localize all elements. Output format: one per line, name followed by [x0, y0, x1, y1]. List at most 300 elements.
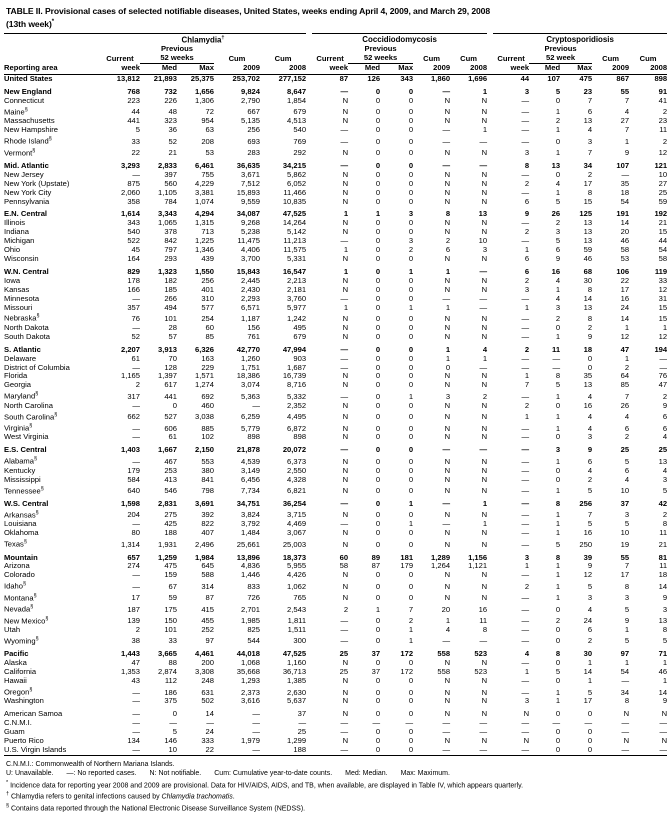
footnote-cnmi: C.N.M.I.: Commonwealth of Northern Mariana Islands.: [6, 760, 175, 768]
chlamydia-cum-2008-cell: —: [298, 718, 307, 728]
cocci-cum-2008-cell: 8: [482, 625, 488, 635]
chlamydia-max-cell: 954: [201, 116, 214, 126]
table-row: [4, 324, 667, 333]
crypto-cum-2009-cell: 3: [624, 510, 630, 520]
table-row: [4, 219, 667, 228]
chlamydia-med-cell: 146: [164, 736, 177, 746]
crypto-current-week-cell: N: [523, 736, 530, 746]
crypto-cum-2008-cell: 27: [658, 178, 667, 188]
chlamydia-cum-2009-cell: 34,087: [236, 209, 260, 219]
cocci-cum-2009-cell: N: [444, 331, 451, 341]
crypto-cum-2009-cell: 2: [624, 432, 630, 442]
cocci-current-week-cell: 60: [339, 552, 349, 562]
cocci-current-week-cell: N: [342, 528, 349, 538]
chlamydia-med-cell: 150: [164, 616, 177, 626]
crypto-med-cell: 0: [555, 744, 561, 754]
cocci-current-week-cell: —: [340, 727, 349, 737]
crypto-cum-2008-cell: 15: [658, 227, 667, 237]
cocci-cum-2009-cell: N: [444, 539, 451, 549]
reporting-area-cell: Illinois: [4, 218, 26, 228]
chlamydia-cum-2008-cell: 4,328: [287, 474, 307, 484]
cum-label-chlamydia-2009: Cum: [228, 53, 246, 63]
chlamydia-current-week-cell: 33: [131, 136, 140, 146]
table-row: [4, 106, 667, 117]
crypto-cum-2008-cell: 42: [658, 498, 667, 508]
reporting-area-cell: United States: [4, 74, 53, 84]
cocci-cum-2008-cell: 523: [474, 649, 488, 659]
crypto-cum-2009-cell: 107: [616, 160, 630, 170]
chlamydia-max-cell: 401: [201, 284, 214, 294]
crypto-current-week-cell: 3: [524, 284, 530, 294]
crypto-cum-2009-cell: —: [621, 676, 630, 686]
cocci-max-cell: 0: [408, 696, 414, 706]
weeks-label-chlamydia: 52 weeks: [140, 54, 214, 63]
cocci-med-cell: 0: [375, 353, 381, 363]
crypto-max-cell: 24: [583, 616, 593, 626]
crypto-max-cell: 59: [583, 245, 593, 255]
cocci-current-week-cell: N: [342, 687, 349, 697]
chlamydia-max-cell: 72: [205, 107, 214, 117]
group-header-chlamydia: Chlamydia†: [100, 33, 306, 45]
reporting-area-cell: Guam: [4, 727, 25, 737]
cocci-cum-2008-cell: N: [481, 148, 488, 158]
chlamydia-max-cell: 6,461: [194, 160, 214, 170]
chlamydia-cum-2009-cell: 5,238: [240, 227, 260, 237]
current-label-cocci: Current: [316, 53, 344, 63]
crypto-cum-2009-cell: 5: [624, 519, 630, 529]
reporting-area-cell: Connecticut: [4, 95, 45, 105]
chlamydia-current-week-cell: —: [132, 718, 140, 728]
table-row: [4, 529, 667, 538]
chlamydia-max-cell: 24: [205, 727, 214, 737]
cocci-cum-2009-cell: N: [444, 709, 451, 719]
chlamydia-med-cell: 3,665: [157, 649, 177, 659]
crypto-max-cell: 34: [583, 160, 593, 170]
crypto-max-cell: 13: [583, 302, 593, 312]
crypto-cum-2009-cell: 58: [620, 245, 630, 255]
cocci-med-cell: 0: [375, 465, 381, 475]
crypto-current-week-cell: —: [521, 519, 530, 529]
cocci-med-cell: 0: [375, 581, 381, 591]
cocci-max-cell: 0: [408, 160, 414, 170]
cocci-med-cell: 0: [375, 616, 381, 626]
chlamydia-med-cell: 546: [164, 486, 177, 496]
table-row: [4, 75, 667, 84]
cocci-max-cell: 0: [408, 465, 414, 475]
chlamydia-cum-2008-cell: 11,466: [283, 187, 307, 197]
cocci-max-cell: 1: [408, 391, 414, 401]
cocci-current-week-cell: N: [342, 331, 349, 341]
crypto-max-cell: 5: [587, 486, 593, 496]
crypto-med-cell: 11: [552, 344, 561, 354]
crypto-cum-2009-cell: 4: [624, 412, 630, 422]
chlamydia-max-cell: 553: [201, 456, 214, 466]
cocci-current-week-cell: N: [342, 696, 349, 706]
cocci-current-week-cell: N: [342, 380, 349, 390]
chlamydia-cum-2009-cell: 1,068: [240, 658, 260, 668]
cocci-current-week-cell: —: [340, 125, 349, 135]
chlamydia-med-cell: 5: [172, 727, 177, 737]
cocci-current-week-cell: —: [340, 519, 349, 529]
cocci-cum-2009-cell: 1: [445, 344, 451, 354]
crypto-cum-2008-cell: —: [659, 353, 667, 363]
cocci-med-cell: 0: [375, 236, 381, 246]
crypto-current-week-cell: —: [521, 116, 530, 126]
row-footnote-marker: §: [33, 456, 37, 463]
cocci-current-week-cell: —: [340, 362, 349, 372]
crypto-cum-2008-cell: —: [659, 727, 667, 737]
chlamydia-cum-2009-cell: 544: [247, 636, 260, 646]
crypto-cum-2009-cell: 1: [624, 322, 630, 332]
reporting-area-cell: Arkansas§: [4, 509, 39, 520]
crypto-cum-2008-cell: 41: [658, 95, 667, 105]
legend-unavailable: U: Unavailable.: [6, 770, 54, 778]
chlamydia-cum-2009-cell: 726: [247, 593, 260, 603]
cocci-med-cell: 0: [375, 362, 381, 372]
chlamydia-current-week-cell: 45: [131, 245, 140, 255]
chlamydia-med-cell: 842: [164, 236, 177, 246]
chlamydia-cum-2008-cell: 769: [293, 136, 307, 146]
crypto-med-cell: —: [552, 353, 561, 363]
chlamydia-med-cell: 378: [164, 227, 177, 237]
table-row: [4, 509, 667, 520]
chlamydia-med-cell: 527: [164, 412, 177, 422]
cocci-cum-2008-cell: 4: [482, 344, 488, 354]
reporting-area-cell: Michigan: [4, 236, 35, 246]
crypto-current-week-cell: —: [521, 353, 530, 363]
crypto-current-week-cell: 2: [524, 275, 530, 285]
chlamydia-max-cell: 256: [201, 275, 214, 285]
cocci-cum-2008-cell: N: [481, 465, 488, 475]
crypto-cum-2009-cell: 64: [620, 371, 630, 381]
reporting-area-cell: Wisconsin: [4, 254, 39, 264]
cocci-current-week-cell: —: [340, 625, 349, 635]
cocci-med-cell: 0: [375, 423, 381, 433]
chlamydia-med-cell: 2,874: [157, 667, 177, 677]
cocci-current-week-cell: N: [342, 658, 349, 668]
cocci-current-week-cell: 58: [339, 561, 349, 571]
crypto-current-week-cell: 2: [524, 581, 530, 591]
chlamydia-med-cell: 112: [164, 676, 177, 686]
cocci-cum-2008-cell: N: [481, 736, 488, 746]
cocci-current-week-cell: —: [340, 616, 349, 626]
cocci-med-cell: 0: [375, 196, 381, 206]
crypto-med-cell: 0: [555, 604, 561, 614]
crypto-current-week-cell: 2: [524, 400, 530, 410]
crypto-current-week-cell: 2: [524, 227, 530, 237]
table-row: [4, 147, 667, 158]
table-row: [4, 659, 667, 668]
chlamydia-cum-2009-cell: 761: [247, 331, 260, 341]
cocci-max-cell: 181: [400, 552, 414, 562]
cocci-current-week-cell: N: [342, 313, 349, 323]
cocci-cum-2008-cell: —: [479, 727, 488, 737]
cocci-cum-2009-cell: —: [442, 636, 451, 646]
table-row: [4, 246, 667, 255]
reporting-area-cell: Kentucky: [4, 465, 36, 475]
crypto-med-cell: 1: [555, 284, 561, 294]
reporting-area-cell: Idaho§: [4, 581, 27, 591]
reporting-area-cell: Nevada§: [4, 604, 34, 614]
chlamydia-cum-2008-cell: 11,575: [283, 245, 307, 255]
crypto-cum-2008-cell: 31: [658, 293, 667, 303]
table-row: [4, 333, 667, 342]
chlamydia-cum-2009-cell: 7,512: [240, 178, 260, 188]
chlamydia-max-cell: 392: [201, 510, 214, 520]
chlamydia-current-week-cell: 584: [127, 474, 140, 484]
cocci-cum-2008-cell: N: [481, 696, 488, 706]
chlamydia-cum-2008-cell: 3,760: [287, 293, 307, 303]
chlamydia-cum-2009-cell: 2,445: [240, 275, 260, 285]
reporting-area-cell: Delaware: [4, 353, 37, 363]
chlamydia-current-week-cell: 187: [127, 604, 140, 614]
chlamydia-med-cell: 3,913: [157, 344, 177, 354]
crypto-cum-2008-cell: 2: [662, 107, 667, 117]
crypto-cum-2009-cell: 191: [616, 209, 630, 219]
crypto-current-week-cell: N: [523, 709, 530, 719]
cocci-cum-2009-cell: N: [444, 254, 451, 264]
crypto-cum-2008-cell: 898: [654, 74, 667, 84]
chlamydia-med-cell: 1,065: [157, 218, 177, 228]
chlamydia-current-week-cell: —: [132, 744, 140, 754]
table-row: [4, 364, 667, 373]
previous-label-cocci: Previous: [364, 44, 397, 54]
cocci-cum-2009-cell: N: [444, 736, 451, 746]
cocci-cum-2009-cell: N: [444, 696, 451, 706]
table-row: [4, 538, 667, 549]
chlamydia-cum-2008-cell: 6,872: [287, 423, 307, 433]
crypto-med-cell: 4: [555, 293, 561, 303]
chlamydia-max-cell: 439: [201, 254, 214, 264]
crypto-med-cell: —: [552, 718, 561, 728]
cocci-max-cell: 0: [408, 187, 414, 197]
cum-label-crypto-2009: Cum: [602, 53, 620, 63]
crypto-current-week-cell: —: [521, 456, 530, 466]
cocci-cum-2009-cell: 20: [441, 604, 451, 614]
chlamydia-current-week-cell: —: [132, 709, 140, 719]
cocci-max-cell: 0: [408, 486, 414, 496]
chlamydia-current-week-cell: 1,443: [120, 649, 140, 659]
crypto-cum-2008-cell: 33: [658, 275, 667, 285]
crypto-max-cell: 9: [587, 331, 593, 341]
cocci-current-week-cell: —: [340, 136, 349, 146]
footnote-section-marker: §: [6, 803, 9, 810]
cocci-cum-2008-cell: N: [481, 322, 488, 332]
crypto-med-cell: 1: [555, 148, 561, 158]
row-footnote-marker: §: [48, 136, 52, 143]
chlamydia-max-cell: 841: [201, 474, 214, 484]
crypto-max-cell: 0: [587, 727, 593, 737]
chlamydia-footnote-marker: †: [221, 34, 225, 41]
crypto-cum-2009-cell: 8: [624, 581, 630, 591]
crypto-current-week-cell: 3: [524, 148, 530, 158]
crypto-max-cell: 13: [583, 218, 593, 228]
crypto-cum-2008-cell: 13: [658, 616, 667, 626]
chlamydia-med-cell: 3,343: [157, 209, 177, 219]
reporting-area-cell: Georgia: [4, 380, 32, 390]
cocci-med-cell: 0: [375, 696, 381, 706]
chlamydia-cum-2009-cell: 2,430: [240, 284, 260, 294]
chlamydia-max-cell: 460: [201, 400, 214, 410]
cocci-current-week-cell: N: [342, 423, 349, 433]
chlamydia-med-cell: 175: [164, 604, 177, 614]
reporting-area-cell: Oklahoma: [4, 528, 39, 538]
reporting-area-cell: California: [4, 667, 37, 677]
table-row: [4, 312, 667, 323]
crypto-cum-2009-cell: 6: [624, 465, 630, 475]
cocci-med-cell: 1: [375, 604, 381, 614]
crypto-cum-2008-cell: —: [659, 362, 667, 372]
crypto-max-cell: 0: [587, 709, 593, 719]
crypto-cum-2009-cell: —: [621, 727, 630, 737]
year-header-crypto-2009: 2009: [612, 63, 630, 73]
chlamydia-med-cell: 185: [164, 284, 177, 294]
reporting-area-cell: Alabama§: [4, 456, 37, 466]
crypto-current-week-cell: —: [521, 625, 530, 635]
chlamydia-max-cell: 4,229: [194, 178, 214, 188]
crypto-cum-2008-cell: 54: [658, 245, 667, 255]
crypto-cum-2008-cell: 2: [662, 391, 667, 401]
chlamydia-cum-2009-cell: 6,456: [240, 474, 260, 484]
chlamydia-cum-2008-cell: 5,977: [287, 302, 307, 312]
chlamydia-cum-2008-cell: 18,373: [282, 552, 307, 562]
chlamydia-current-week-cell: 1,353: [120, 667, 140, 677]
cocci-cum-2009-cell: N: [444, 178, 451, 188]
cocci-cum-2008-cell: N: [481, 400, 488, 410]
chlamydia-cum-2009-cell: 36,635: [236, 160, 260, 170]
crypto-max-cell: 5: [587, 519, 593, 529]
chlamydia-max-cell: 1,306: [194, 95, 214, 105]
year-header-cocci-2008: 2008: [470, 63, 488, 73]
cocci-current-week-cell: N: [342, 227, 349, 237]
chlamydia-current-week-cell: 662: [127, 412, 140, 422]
notifiable-diseases-table: [4, 33, 667, 758]
chlamydia-current-week-cell: —: [132, 322, 140, 332]
reporting-area-cell: New York (Upstate): [4, 178, 70, 188]
crypto-cum-2008-cell: 6: [662, 412, 667, 422]
crypto-med-cell: 8: [555, 552, 561, 562]
cocci-current-week-cell: N: [342, 218, 349, 228]
legend-cum: Cum: Cumulative year-to-date counts.: [214, 770, 333, 778]
cocci-cum-2009-cell: N: [444, 116, 451, 126]
chlamydia-cum-2008-cell: 5,331: [287, 254, 307, 264]
reporting-area-cell: Rhode Island§: [4, 136, 52, 146]
table-row: [4, 411, 667, 422]
chlamydia-max-cell: 1,346: [194, 245, 214, 255]
chlamydia-cum-2008-cell: 25: [297, 727, 307, 737]
cocci-cum-2008-cell: —: [479, 636, 488, 646]
crypto-current-week-cell: 1: [524, 245, 530, 255]
crypto-current-week-cell: —: [521, 218, 530, 228]
cocci-cum-2008-cell: N: [481, 486, 488, 496]
chlamydia-max-cell: 407: [201, 528, 214, 538]
cocci-cum-2009-cell: N: [444, 486, 451, 496]
title-line-1: TABLE II. Provisional cases of selected notifiable diseases, United States, weeks ending April 4, 2009, and March 29, 2008: [6, 6, 491, 16]
cocci-med-cell: 37: [371, 649, 381, 659]
cocci-cum-2009-cell: 3: [445, 391, 451, 401]
cocci-current-week-cell: N: [342, 465, 349, 475]
chlamydia-current-week-cell: —: [132, 432, 140, 442]
cocci-med-cell: 0: [375, 445, 381, 455]
crypto-cum-2008-cell: 4: [662, 432, 667, 442]
crypto-current-week-cell: —: [521, 510, 530, 520]
crypto-cum-2009-cell: 53: [620, 254, 630, 264]
crypto-med-cell: 9: [555, 254, 561, 264]
chlamydia-cum-2009-cell: 15,893: [236, 187, 260, 197]
crypto-current-week-cell: 7: [524, 380, 530, 390]
cocci-med-cell: 0: [375, 456, 381, 466]
cocci-max-cell: 0: [408, 344, 414, 354]
reporting-area-cell: Florida: [4, 371, 28, 381]
table-row: [4, 476, 667, 485]
cocci-med-cell: 0: [375, 676, 381, 686]
cocci-max-cell: 1: [408, 636, 414, 646]
chlamydia-cum-2008-cell: 679: [293, 107, 307, 117]
cocci-cum-2009-cell: —: [442, 519, 451, 529]
crypto-current-week-cell: —: [521, 125, 530, 135]
reporting-area-cell: Hawaii: [4, 676, 27, 686]
chlamydia-cum-2009-cell: 3,824: [240, 510, 260, 520]
chlamydia-max-cell: 63: [205, 125, 214, 135]
table-row: [4, 719, 667, 728]
chlamydia-cum-2008-cell: 6,052: [287, 178, 307, 188]
crypto-max-cell: 0: [587, 362, 593, 372]
chlamydia-cum-2009-cell: 4,836: [240, 561, 260, 571]
chlamydia-current-week-cell: 2: [135, 625, 140, 635]
chlamydia-current-week-cell: 1,314: [120, 539, 140, 549]
crypto-cum-2009-cell: —: [621, 744, 630, 754]
chlamydia-med-cell: 467: [164, 456, 177, 466]
chlamydia-med-cell: 182: [164, 275, 177, 285]
chlamydia-max-cell: 455: [201, 616, 214, 626]
crypto-cum-2008-cell: 8: [662, 625, 667, 635]
cocci-max-cell: 0: [408, 432, 414, 442]
crypto-cum-2008-cell: 11: [659, 528, 667, 538]
cocci-max-cell: 0: [408, 293, 414, 303]
chlamydia-med-cell: 797: [164, 245, 177, 255]
cocci-max-cell: 0: [408, 275, 414, 285]
chlamydia-max-cell: 87: [205, 593, 214, 603]
chlamydia-max-cell: 4,294: [194, 209, 214, 219]
crypto-max-cell: 4: [587, 412, 593, 422]
crypto-cum-2009-cell: 25: [620, 445, 630, 455]
crypto-cum-2008-cell: 14: [658, 687, 667, 697]
crypto-current-week-cell: —: [521, 718, 530, 728]
crypto-med-cell: 5: [555, 380, 561, 390]
crypto-current-week-cell: 4: [524, 649, 530, 659]
chlamydia-cum-2009-cell: 35,668: [236, 667, 260, 677]
cocci-cum-2009-cell: N: [444, 510, 451, 520]
row-footnote-marker: §: [29, 423, 33, 430]
crypto-max-cell: 16: [583, 400, 593, 410]
chlamydia-current-week-cell: 61: [131, 353, 140, 363]
chlamydia-cum-2008-cell: 36,254: [282, 498, 307, 508]
chlamydia-cum-2008-cell: 540: [293, 125, 307, 135]
cocci-med-cell: 0: [375, 344, 381, 354]
cocci-cum-2009-cell: N: [444, 412, 451, 422]
cocci-med-cell: 0: [375, 736, 381, 746]
cocci-cum-2008-cell: N: [481, 510, 488, 520]
crypto-med-cell: 8: [555, 371, 561, 381]
crypto-max-cell: 13: [583, 380, 593, 390]
chlamydia-current-week-cell: 2,207: [120, 344, 140, 354]
chlamydia-cum-2009-cell: 11,475: [237, 236, 260, 246]
crypto-cum-2009-cell: 9: [624, 616, 630, 626]
cocci-cum-2008-cell: N: [481, 331, 488, 341]
chlamydia-max-cell: 163: [201, 353, 214, 363]
cocci-current-week-cell: N: [342, 169, 349, 179]
cocci-med-cell: 0: [375, 302, 381, 312]
